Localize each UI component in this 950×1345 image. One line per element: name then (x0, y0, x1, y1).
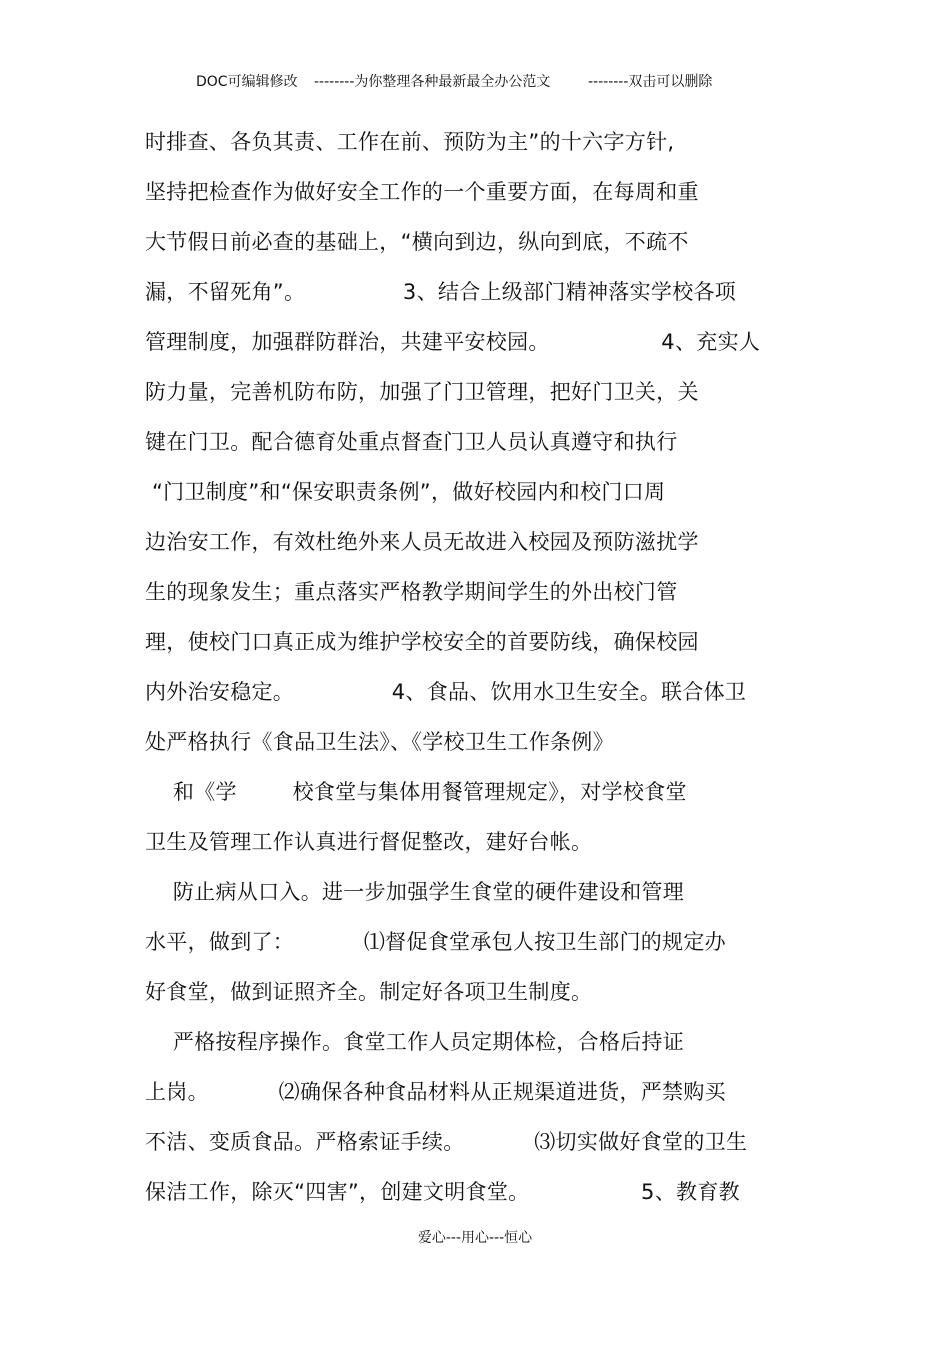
body-line: 管理制度，加强群防群治，共建平安校园。 4、充实人 (145, 330, 761, 354)
body-line: 防止病从口入。进一步加强学生食堂的硬件建设和管理 (145, 880, 685, 904)
body-line: 保洁工作，除灭“四害”，创建文明食堂。 5、教育教 (145, 1180, 740, 1204)
body-line: 和《学 校食堂与集体用餐管理规定》，对学校食堂 (145, 780, 687, 804)
page-footer: 爱心---用心---恒心 (417, 1230, 533, 1246)
body-line: 处严格执行《食品卫生法》、《学校卫生工作条例》 (145, 730, 614, 754)
body-line: 上岗。 ⑵确保各种食品材料从正规渠道进货，严禁购买 (145, 1080, 726, 1104)
body-line: 漏，不留死角”。 3、结合上级部门精神落实学校各项 (145, 280, 737, 304)
body-line: 内外治安稳定。 4、食品、饮用水卫生安全。联合体卫 (145, 680, 747, 704)
body-line: “门卫制度”和“保安职责条例”，做好校园内和校门口周 (145, 480, 666, 504)
header-middle-text: --------为你整理各种最新最全办公范文 (314, 74, 551, 90)
body-line: 边治安工作，有效杜绝外来人员无故进入校园及预防滋扰学 (145, 530, 699, 554)
body-line: 理，使校门口真正成为维护学校安全的首要防线，确保校园 (145, 630, 699, 654)
header-doc-label: DOC可编辑修改 (196, 74, 298, 90)
body-line: 好食堂，做到证照齐全。制定好各项卫生制度。 (145, 980, 593, 1004)
body-line: 防力量，完善机防布防，加强了门卫管理，把好门卫关，关 (145, 380, 699, 404)
header-right-text: --------双击可以删除 (588, 74, 713, 90)
body-line: 严格按程序操作。食堂工作人员定期体检，合格后持证 (145, 1030, 685, 1054)
body-line: 水平，做到了： ⑴督促食堂承包人按卫生部门的规定办 (145, 930, 726, 954)
body-line: 坚持把检查作为做好安全工作的一个重要方面，在每周和重 (145, 180, 699, 204)
body-line: 生的现象发生；重点落实严格教学期间学生的外出校门管 (145, 580, 678, 604)
body-line: 时排查、各负其责、工作在前、预防为主”的十六字方针, (145, 130, 675, 154)
body-line: 不洁、变质食品。严格索证手续。 ⑶切实做好食堂的卫生 (145, 1130, 748, 1154)
body-line: 卫生及管理工作认真进行督促整改，建好台帐。 (145, 830, 593, 854)
body-line: 大节假日前必查的基础上，“横向到边，纵向到底，不疏不 (145, 230, 689, 254)
body-line: 键在门卫。配合德育处重点督查门卫人员认真遵守和执行 (145, 430, 678, 454)
